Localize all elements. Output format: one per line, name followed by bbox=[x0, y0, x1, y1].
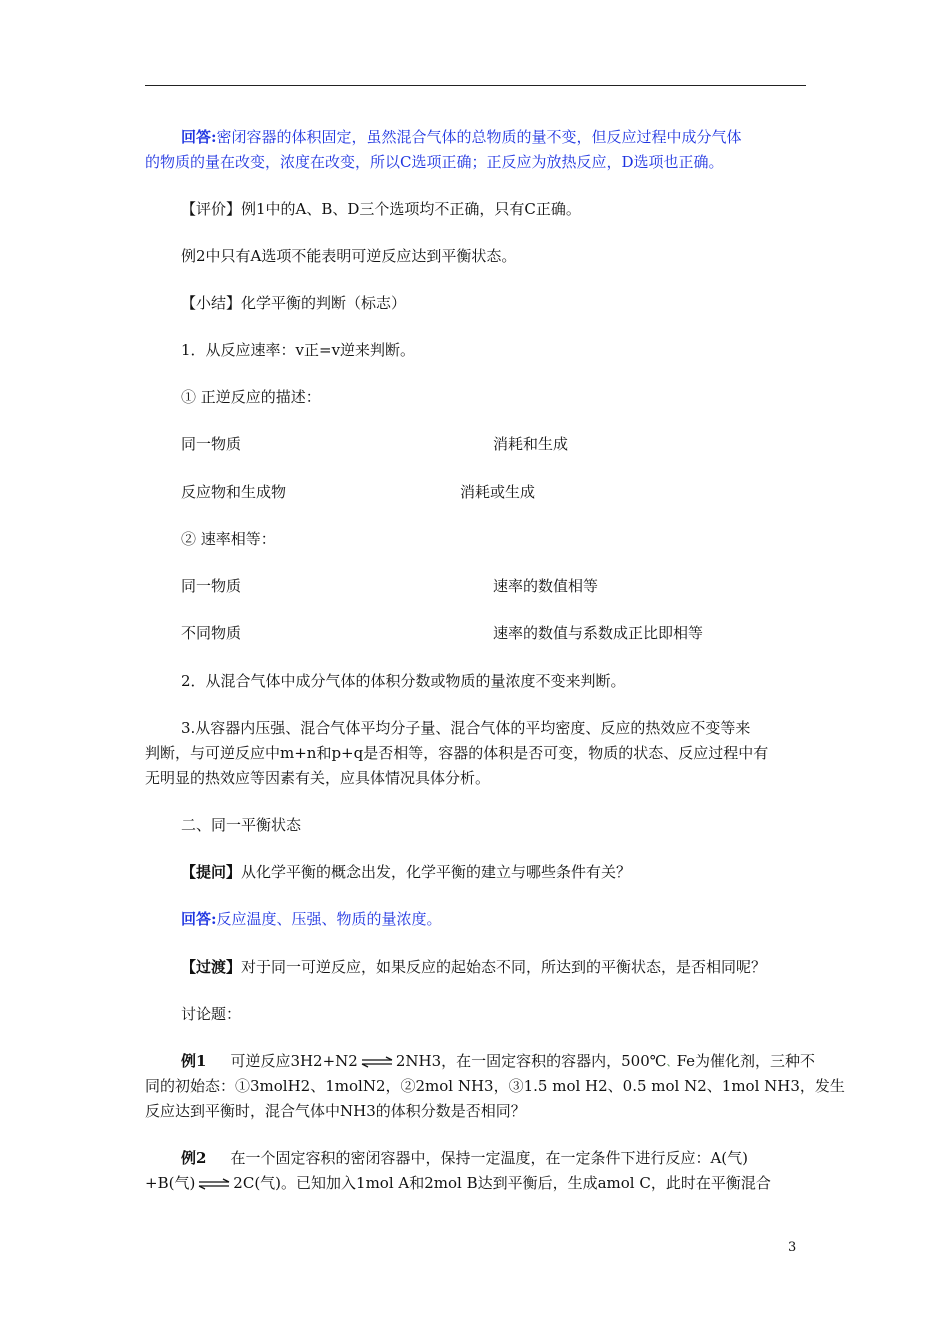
sub-2-row-1-left: 同一物质 bbox=[181, 577, 242, 595]
sub-2-row-1-right: 速率的数值相等 bbox=[493, 577, 599, 595]
item-2: 2．从混合气体中成分气体的体积分数或物质的量浓度不变来判断。 bbox=[181, 672, 626, 690]
equilibrium-arrow-icon bbox=[360, 1056, 394, 1068]
equilibrium-arrow-icon bbox=[197, 1178, 231, 1190]
example-2-line-2: +B(气) 2C(气)。已知加入1mol A和2mol B达到平衡后，生成amol C，此时在平衡混合 bbox=[145, 1174, 771, 1192]
question-label: 【提问】 bbox=[181, 863, 242, 881]
sub-1-row-1-left: 同一物质 bbox=[181, 435, 242, 453]
discussion-heading: 讨论题： bbox=[181, 1005, 242, 1023]
summary-heading: 【小结】化学平衡的判断（标志） bbox=[181, 294, 407, 312]
item-3-line-3: 无明显的热效应等因素有关，应具体情况具体分析。 bbox=[145, 769, 491, 787]
pencil-mark: 、 bbox=[666, 1058, 677, 1069]
answer-1-line-2: 的物质的量在改变，浓度在改变，所以C选项正确；正反应为放热反应，D选项也正确。 bbox=[145, 153, 724, 171]
item-3-line-1: 3.从容器内压强、混合气体平均分子量、混合气体的平均密度、反应的热效应不变等来 bbox=[181, 719, 751, 737]
answer-2: 回答:反应温度、压强、物质的量浓度。 bbox=[181, 910, 442, 928]
section-2-heading: 二、同一平衡状态 bbox=[181, 816, 302, 834]
transition-label: 【过渡】 bbox=[181, 958, 242, 976]
example-1-line-1: 例1 可逆反应3H2+N2 2NH3，在一固定容积的容器内，500℃、Fe为催化剂，三种不 bbox=[181, 1052, 816, 1070]
example-1-label: 例1 bbox=[181, 1052, 207, 1070]
sub-2-row-2-right: 速率的数值与系数成正比即相等 bbox=[493, 624, 704, 642]
sub-2-row-2-left: 不同物质 bbox=[181, 624, 242, 642]
example-1-line-2: 同的初始态：①3molH2、1molN2，②2mol NH3，③1.5 mol H2、0.5 mol N2、1mol NH3，发生 bbox=[145, 1077, 845, 1095]
sub-1-row-1-right: 消耗和生成 bbox=[493, 435, 569, 453]
example-2-note: 例2中只有A选项不能表明可逆反应达到平衡状态。 bbox=[181, 247, 517, 265]
sub-1-row-2-left: 反应物和生成物 bbox=[181, 483, 287, 501]
answer-2-label: 回答: bbox=[181, 910, 217, 928]
answer-label: 回答: bbox=[181, 128, 217, 146]
header-rule bbox=[145, 85, 806, 86]
sub-2-title: ② 速率相等： bbox=[181, 530, 276, 548]
evaluation: 【评价】例1中的A、B、D三个选项均不正确，只有C正确。 bbox=[181, 200, 581, 218]
answer-1-line-1: 回答:密闭容器的体积固定，虽然混合气体的总物质的量不变，但反应过程中成分气体 bbox=[181, 128, 742, 146]
sub-1-row-2-right: 消耗或生成 bbox=[460, 483, 536, 501]
question: 【提问】从化学平衡的概念出发，化学平衡的建立与哪些条件有关？ bbox=[181, 863, 632, 881]
page-number: 3 bbox=[788, 1240, 797, 1255]
transition: 【过渡】对于同一可逆反应，如果反应的起始态不同，所达到的平衡状态，是否相同呢？ bbox=[181, 958, 767, 976]
example-2-label: 例2 bbox=[181, 1149, 207, 1167]
example-2-line-1: 例2 在一个固定容积的密闭容器中，保持一定温度，在一定条件下进行反应：A(气) bbox=[181, 1149, 748, 1167]
item-3-line-2: 判断，与可逆反应中m+n和p+q是否相等，容器的体积是否可变，物质的状态、反应过程中有 bbox=[145, 744, 769, 762]
item-1: 1．从反应速率：v正=v逆来判断。 bbox=[181, 341, 416, 359]
sub-1-title: ① 正逆反应的描述： bbox=[181, 388, 321, 406]
example-1-line-3: 反应达到平衡时，混合气体中NH3的体积分数是否相同？ bbox=[145, 1102, 526, 1120]
